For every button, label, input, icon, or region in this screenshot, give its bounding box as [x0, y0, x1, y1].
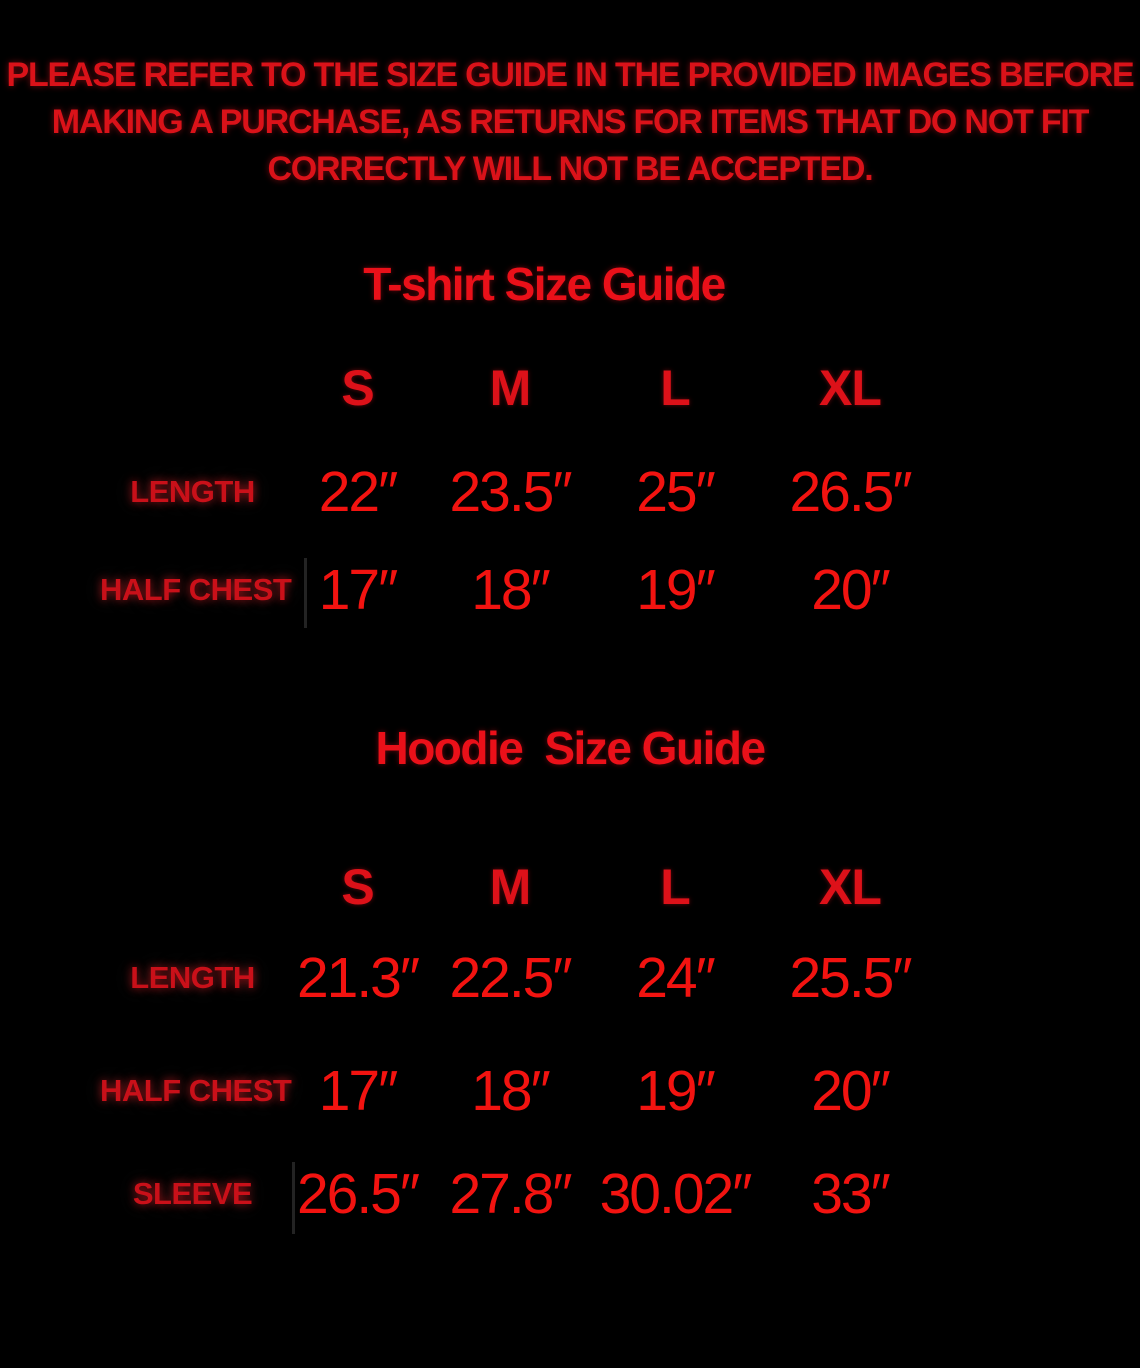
hoodie-size-xl: XL — [819, 859, 881, 915]
hoodie-size-s: S — [341, 859, 374, 915]
hoodie-sleeve-label: SLEEVE — [132, 1176, 253, 1211]
hoodie-size-l: L — [660, 859, 690, 915]
tshirt-size-l: L — [660, 360, 690, 416]
tshirt-half-chest-xl: 20″ — [811, 558, 889, 622]
hoodie-sleeve-m: 27.8″ — [449, 1162, 571, 1226]
hoodie-length-l: 24″ — [636, 946, 714, 1010]
hoodie-guide-title — [0, 718, 1140, 778]
tshirt-guide-title: T-shirt Size Guide — [363, 258, 725, 310]
tshirt-size-s: S — [341, 360, 374, 416]
tshirt-length-l: 25″ — [636, 460, 714, 524]
hoodie-half-chest-xl: 20″ — [811, 1059, 889, 1123]
tshirt-size-xl: XL — [819, 360, 881, 416]
tshirt-half-chest-label: HALF CHEST — [100, 572, 292, 607]
hoodie-size-m: M — [489, 859, 531, 915]
hoodie-half-chest-row — [0, 1055, 940, 1127]
hoodie-half-chest-m: 18″ — [471, 1059, 549, 1123]
hoodie-half-chest-s: 17″ — [318, 1059, 397, 1123]
tshirt-length-xl: 26.5″ — [789, 460, 911, 524]
hoodie-size-header-row — [0, 852, 940, 922]
warning-line-2: MAKING A PURCHASE, AS RETURNS FOR ITEMS THAT DO NOT FIT — [51, 103, 1089, 141]
tshirt-length-s: 22″ — [318, 460, 397, 524]
warning-line-3: CORRECTLY WILL NOT BE ACCEPTED. — [267, 150, 873, 188]
tshirt-half-chest-row — [0, 554, 940, 626]
faint-divider — [292, 1162, 295, 1234]
tshirt-length-row — [0, 456, 940, 528]
tshirt-length-m: 23.5″ — [449, 460, 571, 524]
tshirt-half-chest-s: 17″ — [318, 558, 397, 622]
tshirt-size-m: M — [489, 360, 531, 416]
hoodie-sleeve-xl: 33″ — [811, 1162, 889, 1226]
faint-divider — [304, 558, 307, 628]
hoodie-sleeve-l: 30.02″ — [599, 1162, 751, 1226]
hoodie-sleeve-s: 26.5″ — [296, 1162, 419, 1226]
hoodie-length-s: 21.3″ — [296, 946, 419, 1010]
hoodie-length-row — [0, 942, 940, 1014]
hoodie-length-label: LENGTH — [130, 960, 255, 995]
tshirt-length-label: LENGTH — [130, 474, 255, 509]
hoodie-half-chest-l: 19″ — [636, 1059, 714, 1123]
hoodie-length-xl: 25.5″ — [789, 946, 911, 1010]
hoodie-title-word: Hoodie — [375, 722, 523, 774]
hoodie-sleeve-row — [0, 1158, 940, 1230]
warning-text — [0, 52, 1140, 193]
warning-line-1: PLEASE REFER TO THE SIZE GUIDE IN THE PROVIDED IMAGES BEFORE — [6, 56, 1134, 94]
tshirt-half-chest-m: 18″ — [471, 558, 549, 622]
hoodie-length-m: 22.5″ — [449, 946, 571, 1010]
hoodie-half-chest-label: HALF CHEST — [100, 1073, 292, 1108]
tshirt-half-chest-l: 19″ — [636, 558, 714, 622]
tshirt-size-header-row — [0, 356, 940, 420]
hoodie-title-rest: Size Guide — [544, 722, 765, 774]
